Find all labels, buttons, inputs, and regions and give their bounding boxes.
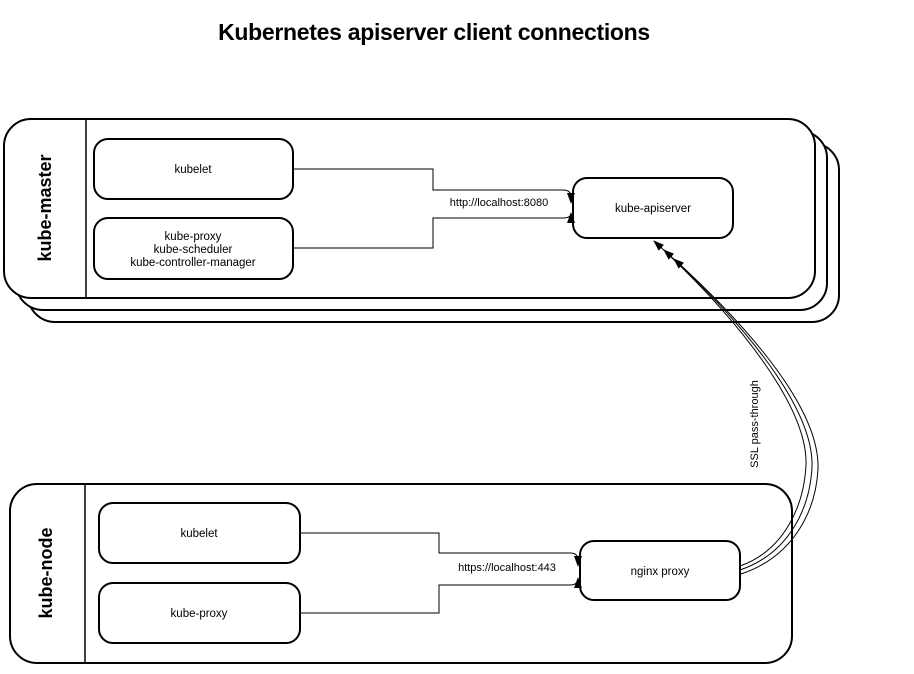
apiserver-label: kube-apiserver <box>614 203 692 215</box>
master-services-line-1: kube-proxy <box>164 231 222 243</box>
diagram-title: Kubernetes apiserver client connections <box>218 19 650 45</box>
node-edge-label: https://localhost:443 <box>458 562 556 574</box>
node-group-label: kube-node <box>36 527 56 619</box>
master-kubelet-label: kubelet <box>174 164 212 176</box>
node-group <box>10 484 792 663</box>
master-services-line-2: kube-scheduler <box>153 244 233 256</box>
node-kubelet-label: kubelet <box>180 528 218 540</box>
master-group-label: kube-master <box>35 154 55 262</box>
master-edge-label: http://localhost:8080 <box>449 197 549 209</box>
nginx-proxy-label: nginx proxy <box>630 566 690 578</box>
ssl-edge-label: SSL pass-through <box>749 380 761 468</box>
master-services-line-3: kube-controller-manager <box>130 257 256 269</box>
master-group <box>4 119 839 322</box>
node-kube-proxy-label: kube-proxy <box>170 608 228 620</box>
